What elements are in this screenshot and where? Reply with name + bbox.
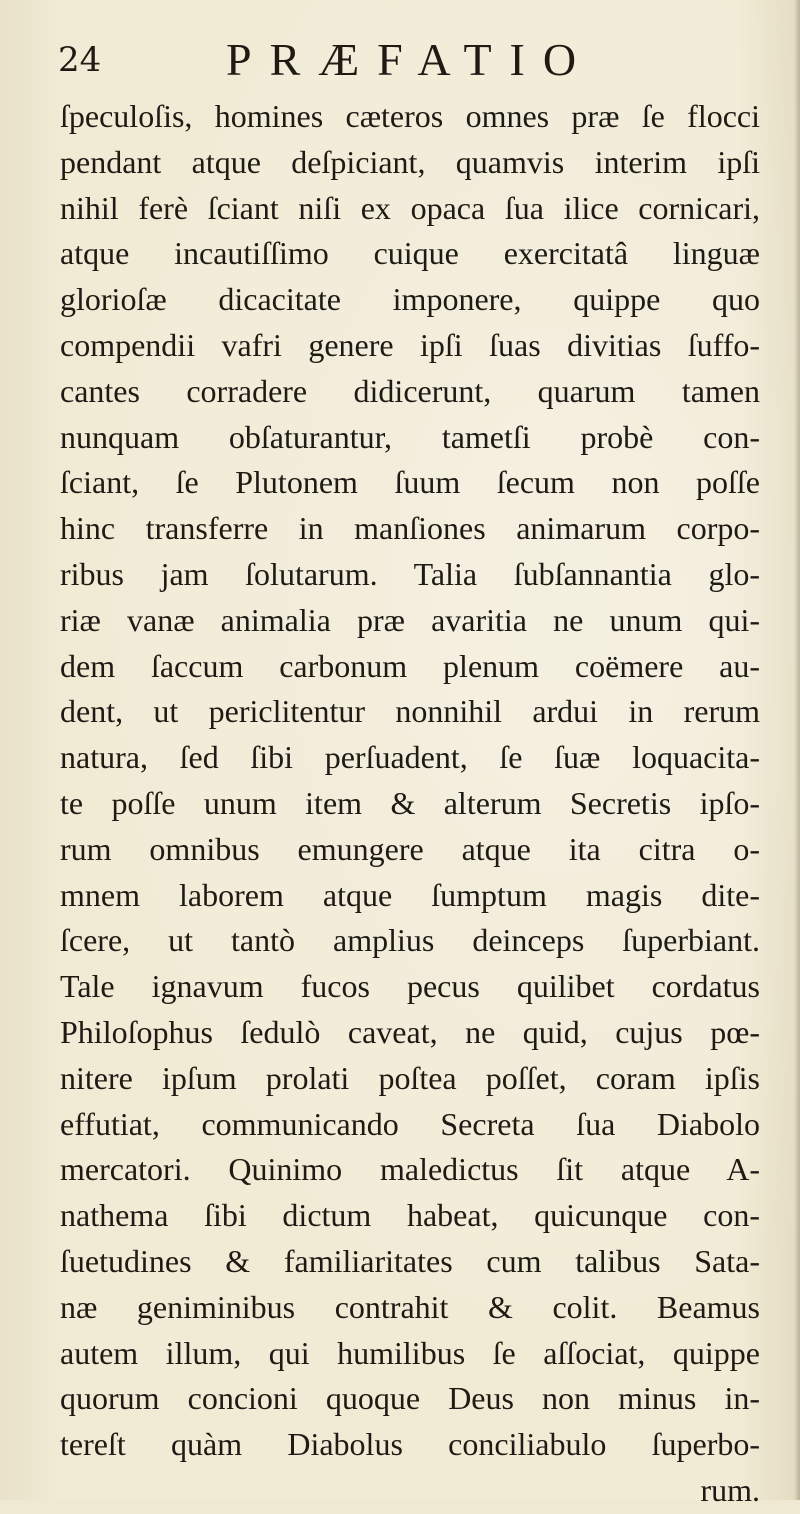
text-line: atque incautiſſimo cuique exercitatâ linguæ (60, 235, 760, 272)
text-line: riæ vanæ animalia præ avaritia ne unum qui- (60, 601, 760, 638)
text-line: rum. (700, 1471, 760, 1508)
text-line: dent, ut periclitentur nonnihil ardui in rerum (60, 693, 760, 730)
text-line: mercatori. Quinimo maledictus ſit atque A- (60, 1151, 760, 1188)
text-line: hinc transferre in manſiones animarum corpo- (60, 510, 760, 547)
page-number: 24 (58, 40, 102, 80)
text-line: cantes corradere didicerunt, quarum tamen (60, 372, 760, 409)
page-edge-shadow (794, 0, 800, 1500)
text-line: effutiat, communicando Secreta ſua Diabolo (60, 1105, 760, 1142)
text-line: ſcere, ut tantò amplius deinceps ſuperbiant. (60, 922, 760, 959)
text-line: ſciant, ſe Plutonem ſuum ſecum non poſſe (60, 464, 760, 501)
text-line: pendant atque deſpiciant, quamvis interim ipſi (60, 143, 760, 180)
text-line: te poſſe unum item & alterum Secretis ipſo- (60, 784, 760, 821)
body-text (60, 94, 760, 1514)
text-line: Philoſophus ſedulò caveat, ne quid, cujus pœ- (60, 1013, 760, 1050)
text-line: ſpeculoſis, homines cæteros omnes præ ſe flocci (60, 98, 760, 134)
text-line: compendii vafri genere ipſi ſuas divitias ſuffo- (60, 326, 760, 363)
text-line: autem illum, qui humilibus ſe aſſociat, quippe (60, 1334, 760, 1371)
page-header (58, 28, 758, 88)
text-line: næ geniminibus contrahit & colit. Beamus (60, 1288, 760, 1325)
text-line: nihil ferè ſciant niſi ex opaca ſua ilice cornicari, (60, 189, 760, 226)
text-line: nunquam obſaturantur, tametſi probè con- (60, 418, 760, 455)
running-head: PRÆFATIO (226, 34, 595, 85)
text-line: quorum concioni quoque Deus non minus in- (60, 1380, 760, 1417)
text-line: natura, ſed ſibi perſuadent, ſe ſuæ loquacita- (60, 739, 760, 776)
text-line: mnem laborem atque ſumptum magis dite- (60, 876, 760, 913)
text-line: rum omnibus emungere atque ita citra o- (60, 830, 760, 867)
text-line: nitere ipſum prolati poſtea poſſet, coram ipſis (60, 1059, 760, 1096)
text-line: nathema ſibi dictum habeat, quicunque con- (60, 1197, 760, 1234)
text-line: Tale ignavum fucos pecus quilibet cordatus (60, 968, 760, 1005)
text-line: tereſt quàm Diabolus conciliabulo ſuperbo- (60, 1426, 760, 1463)
text-line: glorioſæ dicacitate imponere, quippe quo (60, 281, 760, 318)
text-line: ribus jam ſolutarum. Talia ſubſannantia glo- (60, 555, 760, 592)
text-line: ſuetudines & familiaritates cum talibus Sata- (60, 1242, 760, 1279)
text-line: dem ſaccum carbonum plenum coëmere au- (60, 647, 760, 684)
